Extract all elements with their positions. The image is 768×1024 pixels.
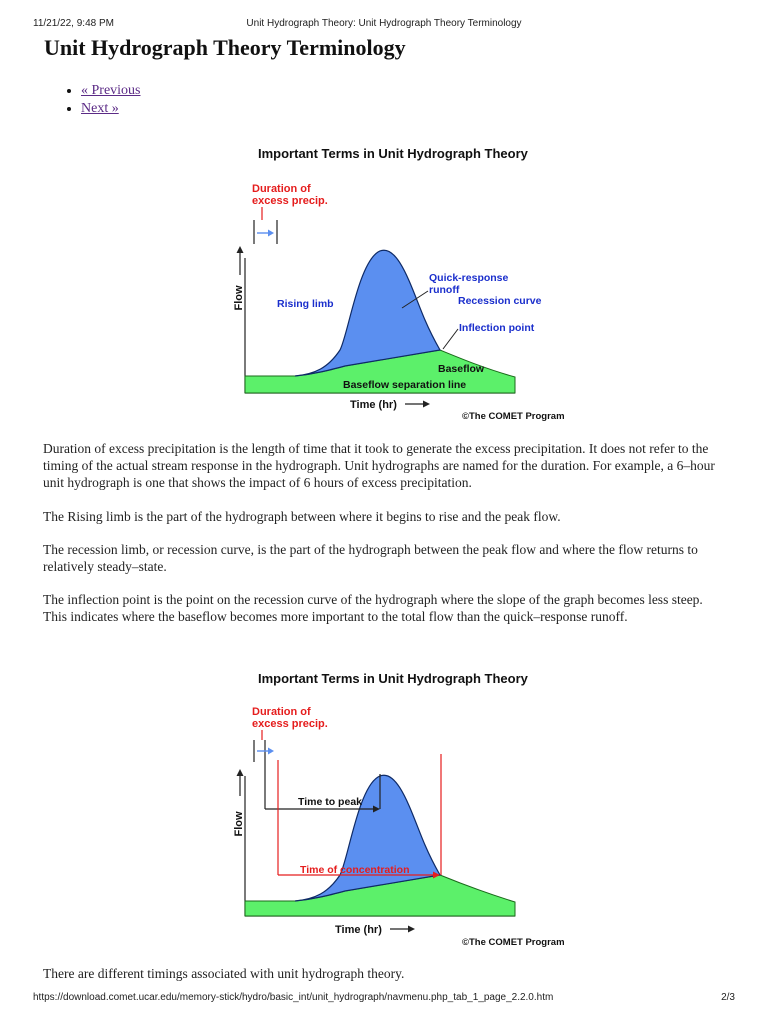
paragraph-inflection: The inflection point is the point on the recession curve of the hydrograph where the slope of the graph becomes less steep. This indicates where the baseflow becomes more important to the total flow than the quick–response runoff.: [43, 592, 703, 624]
figure-title: Important Terms in Unit Hydrograph Theory: [258, 671, 528, 686]
recession-curve-label: Recession curve: [458, 295, 542, 307]
y-axis-label: Flow: [233, 811, 245, 837]
paragraph-rising-limb: The Rising limb is the part of the hydrograph between where it begins to rise and the peak flow.: [43, 509, 561, 524]
duration-label-line-2: excess precip.: [252, 718, 328, 730]
y-axis-label: Flow: [233, 285, 245, 311]
previous-link[interactable]: « Previous: [81, 83, 141, 98]
duration-label-line-1: Duration of: [252, 706, 311, 718]
paragraph-recession: The recession limb, or recession curve, is the part of the hydrograph between the peak flow and where the flow returns to relatively steady–state.: [43, 542, 698, 574]
time-of-concentration-label: Time of concentration: [300, 864, 410, 876]
time-to-peak-label: Time to peak: [298, 796, 362, 808]
duration-arrow-head: [268, 748, 274, 755]
time-axis-arrow-head: [408, 926, 415, 933]
rising-limb-label: Rising limb: [277, 298, 334, 310]
inflection-point-pointer: [443, 329, 458, 349]
inflection-point-label: Inflection point: [459, 322, 535, 334]
hydrograph-diagram-2: [230, 664, 570, 954]
x-axis-label: Time (hr): [335, 924, 382, 936]
duration-label-line-1: Duration of: [252, 183, 311, 195]
figure-title: Important Terms in Unit Hydrograph Theory: [258, 146, 528, 161]
figure-hydrograph-timings: [230, 664, 570, 954]
print-doc-title: Unit Hydrograph Theory: Unit Hydrograph Theory Terminology: [246, 18, 522, 29]
figure-hydrograph-terms: [230, 140, 570, 430]
time-axis-arrow-head: [423, 401, 430, 408]
baseflow-separation-label: Baseflow separation line: [343, 379, 467, 391]
figure-credit: ©The COMET Program: [462, 937, 565, 948]
page-title: Unit Hydrograph Theory Terminology: [44, 35, 406, 60]
baseflow-label: Baseflow: [438, 363, 485, 375]
flow-axis-arrow-head: [237, 769, 244, 776]
print-page-number: 2/3: [721, 992, 735, 1003]
figure-credit: ©The COMET Program: [462, 411, 565, 422]
duration-label-line-2: excess precip.: [252, 195, 328, 207]
quick-response-label-line-1: Quick-response: [429, 272, 509, 284]
print-datetime: 11/21/22, 9:48 PM: [33, 18, 114, 29]
nav-item-previous: [81, 82, 141, 100]
duration-arrow-head: [268, 230, 274, 237]
hydrograph-diagram-1: [230, 140, 570, 430]
paragraph-timings: There are different timings associated with unit hydrograph theory.: [43, 966, 405, 981]
nav-item-next: [81, 100, 141, 118]
print-url: https://download.comet.ucar.edu/memory-stick/hydro/basic_int/unit_hydrograph/navmenu.php_tab_1_page_2.2.0.htm: [33, 992, 554, 1003]
next-link[interactable]: Next »: [81, 101, 119, 116]
pager-nav: [44, 82, 141, 118]
quick-response-label-line-2: runoff: [429, 284, 460, 296]
paragraph-duration: Duration of excess precipitation is the length of time that it took to generate the excess precipitation. It does not refer to the timing of the actual stream response in the hydrograph. Unit hydrographs are named for the duration. For example, a 6–hour unit hydrograph is one that shows the impact of 6 hours of excess precipitation.: [43, 441, 715, 490]
x-axis-label: Time (hr): [350, 399, 397, 411]
flow-axis-arrow-head: [237, 246, 244, 253]
